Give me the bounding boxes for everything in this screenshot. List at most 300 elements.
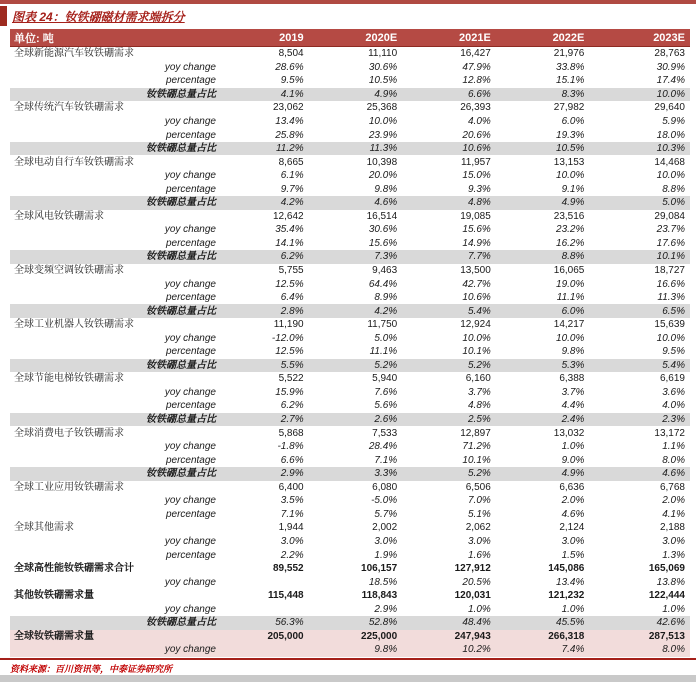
value-cell: 2,002 bbox=[372, 522, 398, 534]
value-cell: 15.9% bbox=[275, 386, 304, 398]
demand-breakdown-table bbox=[10, 29, 690, 657]
value-cell: 13,032 bbox=[553, 427, 585, 439]
value-cell: 225,000 bbox=[361, 630, 398, 642]
row-label: 全球钕铁硼需求量 bbox=[14, 630, 94, 642]
value-cell: 11.1% bbox=[556, 292, 585, 304]
table-row bbox=[10, 426, 690, 440]
value-cell: 106,157 bbox=[361, 563, 398, 575]
row-label: percentage bbox=[165, 454, 216, 466]
value-cell: 10.1% bbox=[462, 454, 491, 466]
value-cell: 28.6% bbox=[275, 61, 304, 73]
value-cell: 5.9% bbox=[662, 116, 685, 127]
row-label: yoy change bbox=[164, 278, 216, 290]
column-header-2021e: 2021E bbox=[409, 29, 503, 47]
row-label: 全球电动自行车钕铁硼需求 bbox=[14, 156, 134, 168]
table-row bbox=[10, 277, 690, 291]
row-label: 全球传统汽车钕铁硼需求 bbox=[14, 102, 124, 114]
value-cell: 5.0% bbox=[374, 332, 398, 344]
value-cell: 52.8% bbox=[368, 617, 398, 629]
value-cell: 23,516 bbox=[553, 210, 585, 222]
value-cell: 5.2% bbox=[467, 468, 491, 480]
value-cell: 120,031 bbox=[454, 590, 491, 602]
value-cell: 15.1% bbox=[556, 75, 585, 87]
bottom-gray-strip bbox=[0, 675, 696, 682]
value-cell: 6,619 bbox=[659, 373, 685, 385]
row-label: 全球新能源汽车钕铁硼需求 bbox=[14, 48, 134, 60]
row-label: yoy change bbox=[164, 224, 216, 236]
value-cell: 18.5% bbox=[368, 576, 398, 588]
value-cell: 4.1% bbox=[662, 508, 685, 520]
value-cell: 5,868 bbox=[278, 427, 304, 439]
value-cell: 1.5% bbox=[561, 549, 585, 561]
row-label: yoy change bbox=[164, 61, 216, 73]
value-cell: 6.2% bbox=[280, 400, 304, 412]
value-cell: 10.6% bbox=[462, 292, 491, 304]
value-cell: 118,843 bbox=[361, 590, 398, 602]
row-label: 钕铁硼总量占比 bbox=[146, 414, 216, 426]
value-cell: 47.9% bbox=[462, 61, 491, 73]
value-cell: 10.3% bbox=[656, 143, 685, 155]
row-label: yoy change bbox=[164, 535, 216, 547]
value-cell: 28,763 bbox=[654, 48, 685, 60]
table-row bbox=[10, 318, 690, 332]
value-cell: 1.0% bbox=[561, 441, 585, 453]
row-label: percentage bbox=[165, 129, 216, 141]
value-cell: 8.3% bbox=[561, 88, 585, 100]
value-cell: 56.3% bbox=[275, 617, 304, 629]
table-row bbox=[10, 61, 690, 75]
row-label: 全球风电钕铁硼需求 bbox=[14, 210, 104, 222]
row-label: percentage bbox=[165, 237, 216, 249]
value-cell: 23.7% bbox=[656, 224, 685, 236]
row-label: yoy change bbox=[164, 441, 216, 453]
value-cell: 9.8% bbox=[561, 346, 585, 358]
unit-label: 单位: 吨 bbox=[10, 29, 222, 47]
table-row bbox=[10, 548, 690, 562]
value-cell: 3.3% bbox=[374, 468, 398, 480]
value-cell: 9.8% bbox=[374, 183, 398, 195]
value-cell: 10.1% bbox=[656, 251, 685, 263]
value-cell: 4.1% bbox=[280, 88, 304, 100]
value-cell: 3.7% bbox=[467, 386, 491, 398]
value-cell: 4.2% bbox=[374, 305, 398, 317]
value-cell: 122,444 bbox=[648, 590, 685, 602]
table-row bbox=[10, 399, 690, 413]
table-row bbox=[10, 481, 690, 495]
value-cell: 14.1% bbox=[275, 237, 304, 249]
value-cell: 2.9% bbox=[374, 603, 398, 615]
row-label: percentage bbox=[165, 400, 216, 412]
figure-title-row bbox=[0, 4, 696, 29]
value-cell: 17.6% bbox=[656, 237, 685, 249]
value-cell: 1,944 bbox=[278, 522, 304, 534]
table-row bbox=[10, 467, 690, 481]
row-label: yoy change bbox=[164, 495, 216, 507]
value-cell: 23.9% bbox=[368, 129, 398, 141]
value-cell: 20.5% bbox=[462, 576, 491, 588]
value-cell: 13.8% bbox=[656, 576, 685, 588]
value-cell: 7.0% bbox=[467, 495, 491, 507]
value-cell: 20.6% bbox=[462, 129, 491, 141]
table-row bbox=[10, 602, 690, 616]
value-cell: -1.8% bbox=[277, 441, 304, 453]
value-cell: 21,976 bbox=[553, 48, 585, 60]
value-cell: 42.7% bbox=[462, 278, 491, 290]
title-left-flag-bar bbox=[0, 6, 7, 26]
value-cell: 5.6% bbox=[374, 400, 398, 412]
row-label: percentage bbox=[165, 292, 216, 304]
row-label: 全球工业应用钕铁硼需求 bbox=[14, 481, 124, 493]
value-cell: 10.0% bbox=[368, 116, 398, 127]
table-row bbox=[10, 413, 690, 427]
value-cell bbox=[222, 602, 316, 616]
value-cell: 89,552 bbox=[273, 563, 304, 575]
value-cell: 8.0% bbox=[662, 454, 685, 466]
value-cell: 5.5% bbox=[280, 359, 304, 371]
value-cell: 1.0% bbox=[662, 603, 685, 615]
value-cell: 11.2% bbox=[275, 143, 304, 155]
table-row bbox=[10, 372, 690, 386]
table-row bbox=[10, 589, 690, 603]
value-cell: 4.0% bbox=[467, 116, 491, 127]
row-label: 钕铁硼总量占比 bbox=[146, 197, 216, 209]
value-cell: 12.5% bbox=[275, 278, 304, 290]
value-cell: 20.0% bbox=[368, 170, 398, 182]
row-label: percentage bbox=[165, 346, 216, 358]
value-cell: 3.0% bbox=[561, 535, 585, 547]
value-cell: 2.2% bbox=[280, 549, 304, 561]
value-cell: 16.2% bbox=[556, 237, 585, 249]
table-row bbox=[10, 264, 690, 278]
table-row bbox=[10, 440, 690, 454]
row-label: 全球变频空调钕铁硼需求 bbox=[14, 265, 124, 277]
row-label: percentage bbox=[165, 75, 216, 87]
value-cell: 5,940 bbox=[372, 373, 398, 385]
value-cell: 2.0% bbox=[662, 495, 685, 507]
row-label: 其他钕铁硼需求量 bbox=[14, 590, 94, 602]
value-cell: 45.5% bbox=[556, 617, 585, 629]
row-label: 全球消费电子钕铁硼需求 bbox=[14, 427, 124, 439]
table-row bbox=[10, 237, 690, 251]
value-cell: 6.4% bbox=[280, 292, 304, 304]
value-cell: 30.9% bbox=[656, 61, 685, 73]
value-cell: 18.0% bbox=[656, 129, 685, 141]
value-cell: 8.8% bbox=[561, 251, 585, 263]
value-cell: 6.0% bbox=[561, 305, 585, 317]
table-row bbox=[10, 250, 690, 264]
column-header-2019: 2019 bbox=[222, 29, 316, 47]
row-label: percentage bbox=[165, 549, 216, 561]
value-cell: -5.0% bbox=[371, 495, 398, 507]
value-cell: 48.4% bbox=[462, 617, 491, 629]
value-cell: 27,982 bbox=[553, 102, 585, 114]
row-label: yoy change bbox=[164, 386, 216, 398]
source-note: 资料来源：百川资讯等，中泰证券研究所 bbox=[10, 663, 173, 674]
value-cell: 23.2% bbox=[556, 224, 585, 236]
value-cell: 14,468 bbox=[654, 156, 685, 168]
table-row bbox=[10, 521, 690, 535]
value-cell: 8,665 bbox=[278, 156, 304, 168]
value-cell: 11.3% bbox=[369, 143, 398, 155]
value-cell: 17.4% bbox=[656, 75, 685, 87]
value-cell: 6.6% bbox=[467, 88, 491, 100]
value-cell: 28.4% bbox=[368, 441, 398, 453]
value-cell: 4.8% bbox=[467, 400, 491, 412]
row-label: 钕铁硼总量占比 bbox=[146, 468, 216, 480]
value-cell: 4.6% bbox=[561, 508, 585, 520]
value-cell: 3.5% bbox=[280, 495, 304, 507]
value-cell: 6,080 bbox=[372, 481, 398, 493]
value-cell: 16,427 bbox=[460, 48, 491, 60]
value-cell: 13.4% bbox=[275, 116, 304, 127]
value-cell: 15.6% bbox=[368, 237, 398, 249]
value-cell: 15.0% bbox=[462, 170, 491, 182]
value-cell: 64.4% bbox=[368, 278, 398, 290]
value-cell: 1.0% bbox=[467, 603, 491, 615]
value-cell bbox=[222, 643, 316, 657]
value-cell: 121,232 bbox=[548, 590, 585, 602]
table-row bbox=[10, 630, 690, 644]
value-cell: 6,636 bbox=[559, 481, 585, 493]
value-cell: 10.0% bbox=[656, 88, 685, 100]
table-row bbox=[10, 331, 690, 345]
value-cell: 11,957 bbox=[460, 156, 491, 168]
value-cell: 16,065 bbox=[553, 265, 585, 277]
value-cell: 11,110 bbox=[368, 48, 398, 60]
value-cell: 8,504 bbox=[278, 48, 304, 60]
value-cell: 5.0% bbox=[662, 197, 685, 209]
table-row bbox=[10, 182, 690, 196]
value-cell: 10.0% bbox=[656, 170, 685, 182]
value-cell: 6.6% bbox=[280, 454, 304, 466]
row-label: percentage bbox=[165, 508, 216, 520]
value-cell: 5.2% bbox=[374, 359, 398, 371]
value-cell: 1.3% bbox=[662, 549, 685, 561]
value-cell: 3.0% bbox=[280, 535, 304, 547]
row-label: 钕铁硼总量占比 bbox=[146, 305, 216, 317]
value-cell: 2.7% bbox=[280, 414, 304, 426]
value-cell: 10.2% bbox=[462, 644, 491, 656]
column-header-2020e: 2020E bbox=[316, 29, 410, 47]
value-cell: 71.2% bbox=[462, 441, 491, 453]
value-cell: 8.8% bbox=[662, 183, 685, 195]
row-label: yoy change bbox=[164, 170, 216, 182]
value-cell: 2.4% bbox=[561, 414, 585, 426]
value-cell: 7.7% bbox=[467, 251, 491, 263]
value-cell: 16.6% bbox=[656, 278, 685, 290]
value-cell: 9.0% bbox=[561, 454, 585, 466]
value-cell: 5,755 bbox=[278, 265, 304, 277]
value-cell: 8.9% bbox=[374, 292, 398, 304]
value-cell: 30.6% bbox=[368, 224, 398, 236]
table-row bbox=[10, 386, 690, 400]
value-cell: 2,188 bbox=[659, 522, 685, 534]
value-cell: 42.6% bbox=[656, 617, 685, 629]
value-cell: 4.9% bbox=[374, 88, 398, 100]
table-row bbox=[10, 643, 690, 657]
value-cell: 5.3% bbox=[561, 359, 585, 371]
row-label: 钕铁硼总量占比 bbox=[146, 617, 216, 629]
value-cell: 12,924 bbox=[460, 319, 491, 331]
value-cell: 25.8% bbox=[275, 129, 304, 141]
value-cell: 19,085 bbox=[460, 210, 491, 222]
row-label: yoy change bbox=[164, 332, 216, 344]
row-label: 全球工业机器人钕铁硼需求 bbox=[14, 319, 134, 331]
value-cell: 11,750 bbox=[367, 319, 398, 331]
value-cell: 10.0% bbox=[556, 170, 585, 182]
row-label: 全球节能电梯钕铁硼需求 bbox=[14, 373, 124, 385]
value-cell: 145,086 bbox=[548, 563, 585, 575]
value-cell: 6,388 bbox=[559, 373, 585, 385]
table-row bbox=[10, 359, 690, 373]
value-cell: 29,084 bbox=[654, 210, 685, 222]
value-cell: 12,897 bbox=[460, 427, 491, 439]
value-cell: 7.3% bbox=[374, 251, 398, 263]
value-cell: 6.2% bbox=[280, 251, 304, 263]
value-cell: 13.4% bbox=[556, 576, 585, 588]
figure-title: 图表 24：钕铁硼磁材需求端拆分 bbox=[12, 10, 185, 24]
value-cell: 13,500 bbox=[460, 265, 491, 277]
value-cell: 19.0% bbox=[556, 278, 585, 290]
value-cell: 6.0% bbox=[561, 116, 585, 127]
value-cell: 4.2% bbox=[280, 197, 304, 209]
value-cell: 6,160 bbox=[465, 373, 491, 385]
value-cell: 6.1% bbox=[280, 170, 304, 182]
column-header-2022e: 2022E bbox=[503, 29, 597, 47]
value-cell: 2.3% bbox=[662, 414, 685, 426]
value-cell: 2.8% bbox=[280, 305, 304, 317]
value-cell: 6,768 bbox=[659, 481, 685, 493]
value-cell: 29,640 bbox=[654, 102, 685, 114]
value-cell: 4.8% bbox=[467, 197, 491, 209]
table-row bbox=[10, 101, 690, 115]
value-cell: 11.3% bbox=[657, 292, 685, 304]
value-cell: 266,318 bbox=[548, 630, 585, 642]
table-row bbox=[10, 142, 690, 156]
value-cell: 5.1% bbox=[467, 508, 491, 520]
value-cell: 15,639 bbox=[654, 319, 685, 331]
value-cell: 11,190 bbox=[273, 319, 304, 331]
table-row bbox=[10, 47, 690, 61]
value-cell: 3.0% bbox=[662, 535, 685, 547]
value-cell: 9.7% bbox=[280, 183, 304, 195]
value-cell: 6,400 bbox=[278, 481, 304, 493]
value-cell: 10.0% bbox=[656, 332, 685, 344]
value-cell: 3.0% bbox=[374, 535, 398, 547]
value-cell: 127,912 bbox=[454, 563, 491, 575]
value-cell: 25,368 bbox=[366, 102, 398, 114]
table-row bbox=[10, 291, 690, 305]
value-cell: 5.4% bbox=[467, 305, 491, 317]
value-cell: 1.0% bbox=[561, 603, 585, 615]
value-cell: 9.5% bbox=[280, 75, 304, 87]
table-row bbox=[10, 575, 690, 589]
value-cell: 4.0% bbox=[662, 400, 685, 412]
value-cell: 10.5% bbox=[556, 143, 585, 155]
value-cell: 10,398 bbox=[366, 156, 398, 168]
value-cell: 1.1% bbox=[662, 441, 685, 453]
value-cell: 3.7% bbox=[561, 386, 585, 398]
table-row bbox=[10, 453, 690, 467]
value-cell: 5.4% bbox=[662, 359, 685, 371]
row-label: 钕铁硼总量占比 bbox=[146, 143, 216, 155]
value-cell: -12.0% bbox=[271, 332, 304, 344]
row-label: yoy change bbox=[164, 116, 216, 127]
value-cell: 2.0% bbox=[561, 495, 585, 507]
value-cell: 10.5% bbox=[368, 75, 398, 87]
value-cell: 247,943 bbox=[454, 630, 491, 642]
value-cell: 9.1% bbox=[561, 183, 585, 195]
value-cell: 13,172 bbox=[654, 427, 685, 439]
value-cell: 9.8% bbox=[374, 644, 398, 656]
value-cell: 3.0% bbox=[467, 535, 491, 547]
row-label: 钕铁硼总量占比 bbox=[146, 359, 216, 371]
table-row bbox=[10, 169, 690, 183]
row-label: percentage bbox=[165, 183, 216, 195]
table-row bbox=[10, 494, 690, 508]
row-label: yoy change bbox=[164, 603, 216, 615]
table-row bbox=[10, 196, 690, 210]
row-label: 全球高性能钕铁硼需求合计 bbox=[14, 563, 134, 575]
value-cell: 14,217 bbox=[553, 319, 585, 331]
value-cell: 4.6% bbox=[374, 197, 398, 209]
value-cell: 15.6% bbox=[462, 224, 491, 236]
value-cell: 12.5% bbox=[275, 346, 304, 358]
table-row bbox=[10, 562, 690, 576]
value-cell: 14.9% bbox=[462, 237, 491, 249]
value-cell: 23,062 bbox=[273, 102, 304, 114]
table-header-row bbox=[10, 29, 690, 47]
value-cell: 12,642 bbox=[273, 210, 304, 222]
value-cell: 16,514 bbox=[366, 210, 398, 222]
table-row bbox=[10, 128, 690, 142]
value-cell: 1.6% bbox=[467, 549, 491, 561]
value-cell: 10.1% bbox=[462, 346, 491, 358]
value-cell: 12.8% bbox=[462, 75, 491, 87]
value-cell: 26,393 bbox=[460, 102, 491, 114]
table-row bbox=[10, 88, 690, 102]
value-cell: 2,062 bbox=[465, 522, 491, 534]
value-cell: 8.0% bbox=[662, 644, 685, 656]
row-label: 全球其他需求 bbox=[14, 522, 74, 534]
row-label: 钕铁硼总量占比 bbox=[146, 88, 216, 100]
value-cell: 6.5% bbox=[662, 305, 685, 317]
table-row bbox=[10, 223, 690, 237]
value-cell: 18,727 bbox=[654, 265, 685, 277]
value-cell: 287,513 bbox=[648, 630, 685, 642]
row-label: yoy change bbox=[164, 576, 216, 588]
value-cell: 4.9% bbox=[561, 197, 585, 209]
value-cell: 10.6% bbox=[462, 143, 491, 155]
value-cell: 11.1% bbox=[369, 346, 398, 358]
table-row bbox=[10, 155, 690, 169]
value-cell: 3.6% bbox=[662, 386, 685, 398]
value-cell: 2,124 bbox=[559, 522, 585, 534]
value-cell: 7,533 bbox=[372, 427, 398, 439]
value-cell bbox=[222, 575, 316, 589]
table-row bbox=[10, 304, 690, 318]
table-row bbox=[10, 210, 690, 224]
value-cell: 7.1% bbox=[280, 508, 304, 520]
value-cell: 7.6% bbox=[374, 386, 398, 398]
value-cell: 2.6% bbox=[374, 414, 398, 426]
value-cell: 1.9% bbox=[374, 549, 398, 561]
value-cell: 10.0% bbox=[462, 332, 491, 344]
value-cell: 13,153 bbox=[553, 156, 585, 168]
table-row bbox=[10, 345, 690, 359]
value-cell: 30.6% bbox=[368, 61, 398, 73]
column-header-2023e: 2023E bbox=[596, 29, 690, 47]
